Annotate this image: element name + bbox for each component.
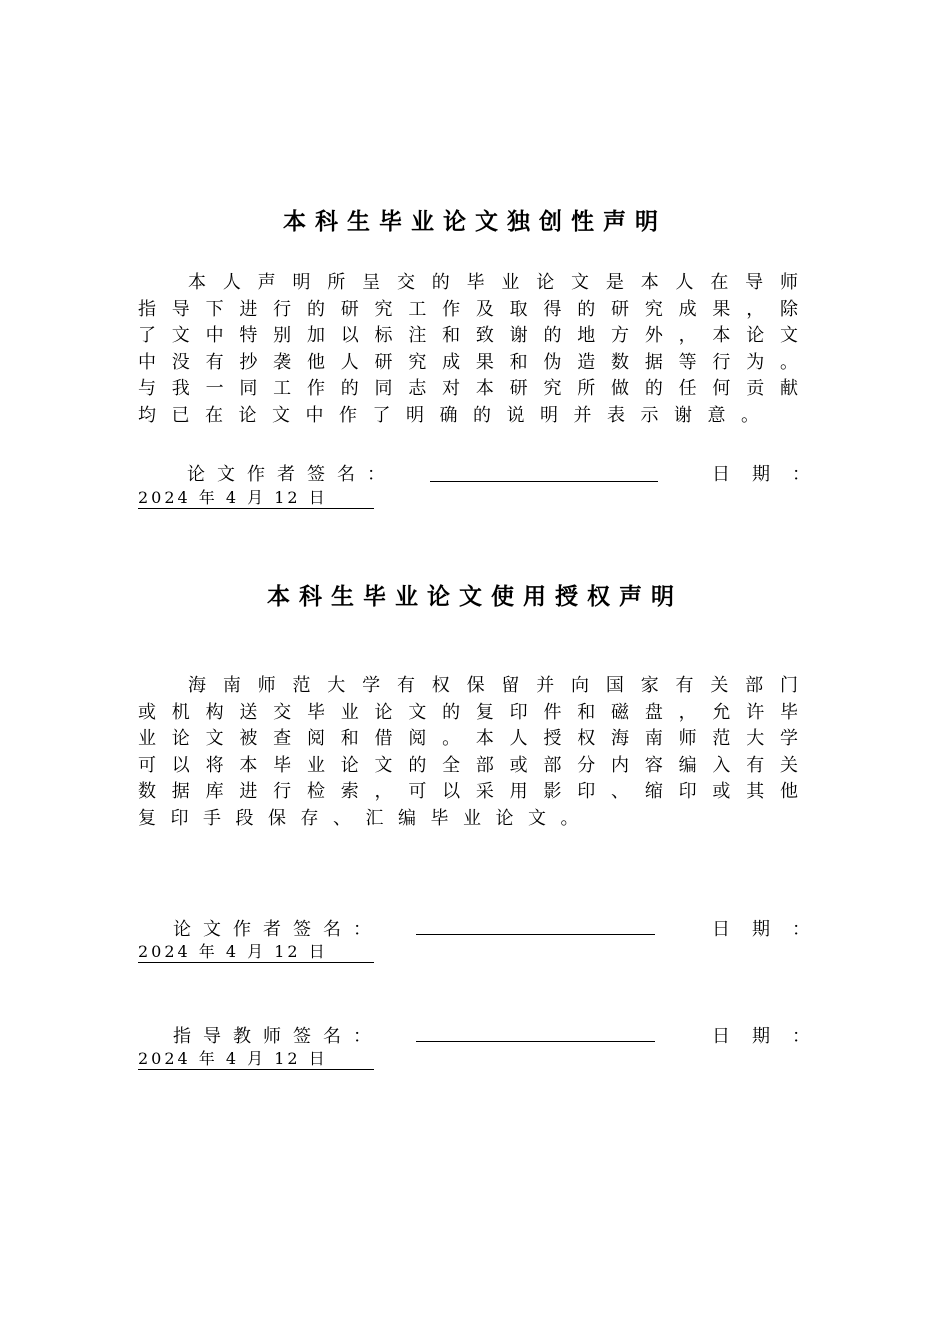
declaration-line: 了文中特别加以标注和致谢的地方外，本论文 xyxy=(138,325,798,346)
advisor-signature-label: 指导教师签名： xyxy=(173,1026,383,1047)
declaration-line: 本人声明所呈交的毕业论文是本人在导师 xyxy=(188,272,798,293)
declaration-line: 与我一同工作的同志对本研究所做的任何贡献 xyxy=(138,378,798,399)
authorization-line: 数据库进行检索，可以采用影印、缩印或其他 xyxy=(138,781,798,802)
date-value: 2024 年 4 月 12 日 xyxy=(138,942,374,963)
advisor-signature-field[interactable] xyxy=(416,1041,655,1042)
date-value: 2024 年 4 月 12 日 xyxy=(138,1049,374,1070)
authorization-line: 可以将本毕业论文的全部或部分内容编入有关 xyxy=(138,754,798,776)
author-signature-label: 论文作者签名： xyxy=(173,919,383,940)
authorization-body xyxy=(138,673,798,832)
declaration-line: 均已在论文中作了明确的说明并表示谢意。 xyxy=(138,404,775,426)
declaration-body xyxy=(138,270,798,429)
authorization-line: 或机构送交毕业论文的复印件和磁盘，允许毕 xyxy=(138,701,798,723)
author-signature-label: 论文作者签名： xyxy=(187,464,397,485)
declaration-title: 本科生毕业论文独创性声明 xyxy=(283,209,667,235)
declaration-line: 中没有抄袭他人研究成果和伪造数据等行为。 xyxy=(138,351,798,373)
date-label: 日期： xyxy=(712,1026,832,1047)
date-label: 日期： xyxy=(712,464,832,485)
authorization-title: 本科生毕业论文使用授权声明 xyxy=(267,584,683,610)
authorization-line: 复印手段保存、汇编毕业论文。 xyxy=(138,807,593,829)
declaration-line: 指导下进行的研究工作及取得的研究成果，除 xyxy=(138,298,798,320)
date-value: 2024 年 4 月 12 日 xyxy=(138,488,374,509)
authorization-line: 业论文被查阅和借阅。本人授权海南师范大学 xyxy=(138,728,798,749)
author-signature-field[interactable] xyxy=(430,481,658,482)
author-signature-field[interactable] xyxy=(416,934,655,935)
authorization-line: 海南师范大学有权保留并向国家有关部门 xyxy=(188,675,798,696)
date-label: 日期： xyxy=(712,919,832,940)
